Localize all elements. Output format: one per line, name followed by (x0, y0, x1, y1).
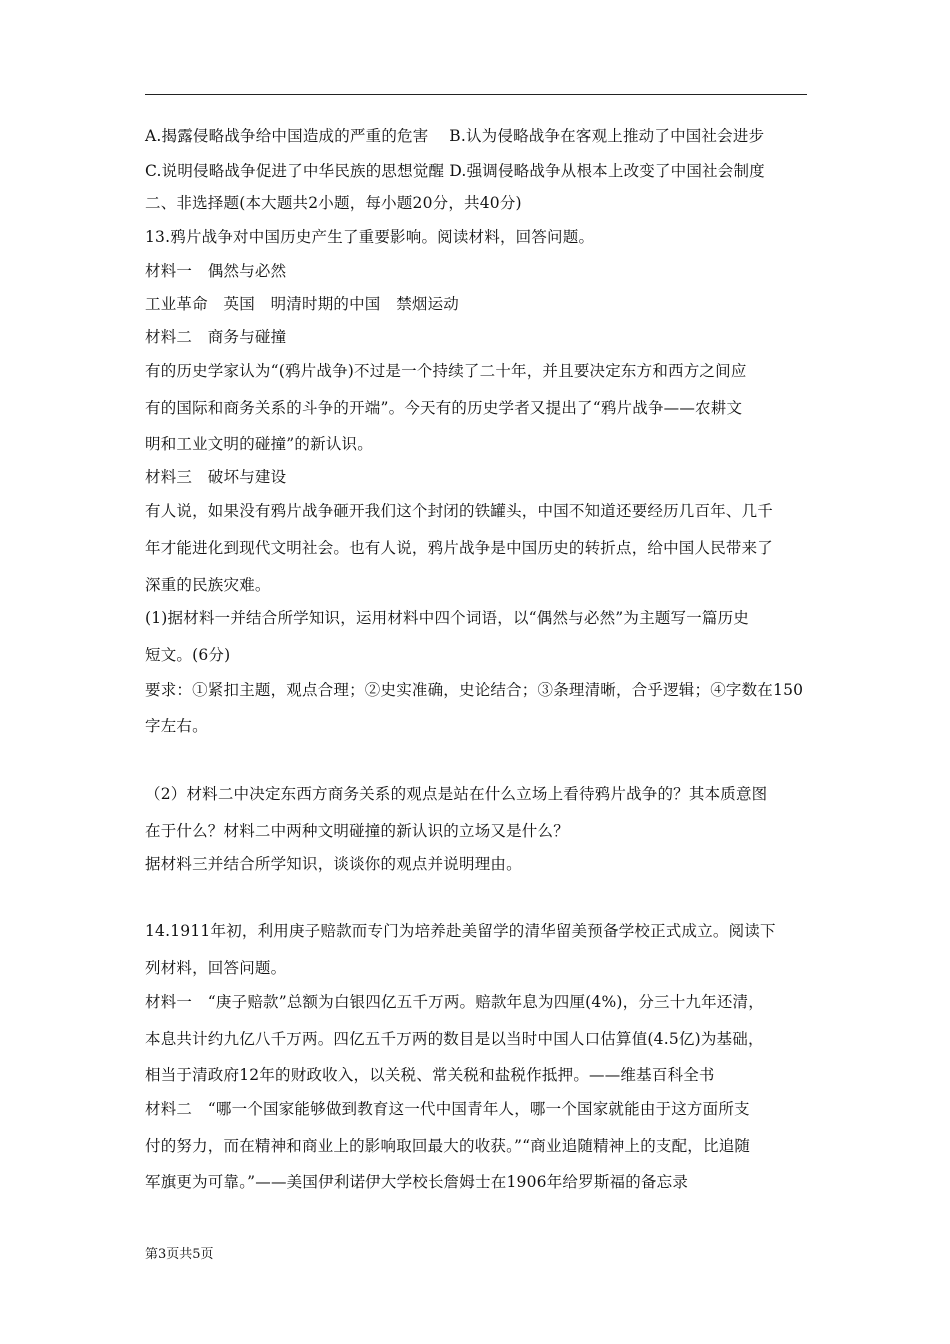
q14-material-2-line-1: 材料二 “哪一个国家能够做到教育这一代中国青年人，哪一个国家就能由于这方面所支 (145, 1100, 750, 1118)
q14-material-1-line-2: 本息共计约九亿八千万两。四亿五千万两的数目是以当时中国人口估算值(4.5亿)为基础， (145, 1030, 764, 1048)
material-1-words: 工业革命 英国 明清时期的中国 禁烟运动 (145, 295, 460, 313)
material-2-line-1: 有的历史学家认为“(鸦片战争)不过是一个持续了二十年，并且要决定东方和西方之间应 (145, 362, 747, 380)
question-14-line-1: 14.1911年初，利用庚子赔款而专门为培养赴美留学的清华留美预备学校正式成立。阅读下 (145, 922, 776, 940)
material-1-title: 材料一 偶然与必然 (145, 262, 287, 280)
question-14-line-2: 列材料，回答问题。 (145, 959, 287, 977)
material-3-title: 材料三 破坏与建设 (145, 468, 287, 486)
q14-material-1-line-3: 相当于清政府12年的财政收入，以关税、常关税和盐税作抵押。——维基百科全书 (145, 1066, 715, 1084)
material-2-title: 材料二 商务与碰撞 (145, 328, 287, 346)
material-2-line-3: 明和工业文明的碰撞”的新认识。 (145, 435, 373, 453)
requirements-line-2: 字左右。 (145, 717, 208, 735)
section-heading: 二、非选择题(本大题共2小题，每小题20分，共40分) (145, 194, 522, 212)
question-13-1-line-1: (1)据材料一并结合所学知识，运用材料中四个词语，以“偶然与必然”为主题写一篇历史 (145, 609, 750, 627)
material-3-line-2: 年才能进化到现代文明社会。也有人说，鸦片战争是中国历史的转折点，给中国人民带来了 (145, 539, 774, 557)
requirements-line-1: 要求：①紧扣主题，观点合理；②史实准确，史论结合；③条理清晰，合乎逻辑；④字数在150 (145, 681, 804, 699)
option-a-b: A.揭露侵略战争给中国造成的严重的危害 B.认为侵略战争在客观上推动了中国社会进步 (145, 127, 765, 145)
question-13-2-line-1: （2）材料二中决定东西方商务关系的观点是站在什么立场上看待鸦片战争的？其本质意图 (145, 785, 768, 803)
material-2-line-2: 有的国际和商务关系的斗争的开端”。今天有的历史学者又提出了“鸦片战争——农耕文 (145, 399, 743, 417)
question-13-1-line-2: 短文。(6分) (145, 646, 231, 664)
option-c-d: C.说明侵略战争促进了中华民族的思想觉醒 D.强调侵略战争从根本上改变了中国社会制度 (145, 162, 765, 180)
question-13: 13.鸦片战争对中国历史产生了重要影响。阅读材料，回答问题。 (145, 228, 595, 246)
page-number: 第3页共5页 (145, 1247, 214, 1262)
q14-material-2-line-3: 军旗更为可靠。”——美国伊利诺伊大学校长詹姆士在1906年给罗斯福的备忘录 (145, 1173, 689, 1191)
material-3-line-1: 有人说，如果没有鸦片战争砸开我们这个封闭的铁罐头，中国不知道还要经历几百年、几千 (145, 502, 774, 520)
question-13-2-line-2: 在于什么？材料二中两种文明碰撞的新认识的立场又是什么？ (145, 822, 569, 840)
question-13-3: 据材料三并结合所学知识，谈谈你的观点并说明理由。 (145, 855, 522, 873)
material-3-line-3: 深重的民族灾难。 (145, 576, 271, 594)
header-rule (145, 94, 807, 95)
q14-material-2-line-2: 付的努力，而在精神和商业上的影响取回最大的收获。”“商业追随精神上的支配，比追随 (145, 1137, 751, 1155)
q14-material-1-line-1: 材料一 “庚子赔款”总额为白银四亿五千万两。赔款年息为四厘(4%)，分三十九年还清， (145, 993, 764, 1011)
